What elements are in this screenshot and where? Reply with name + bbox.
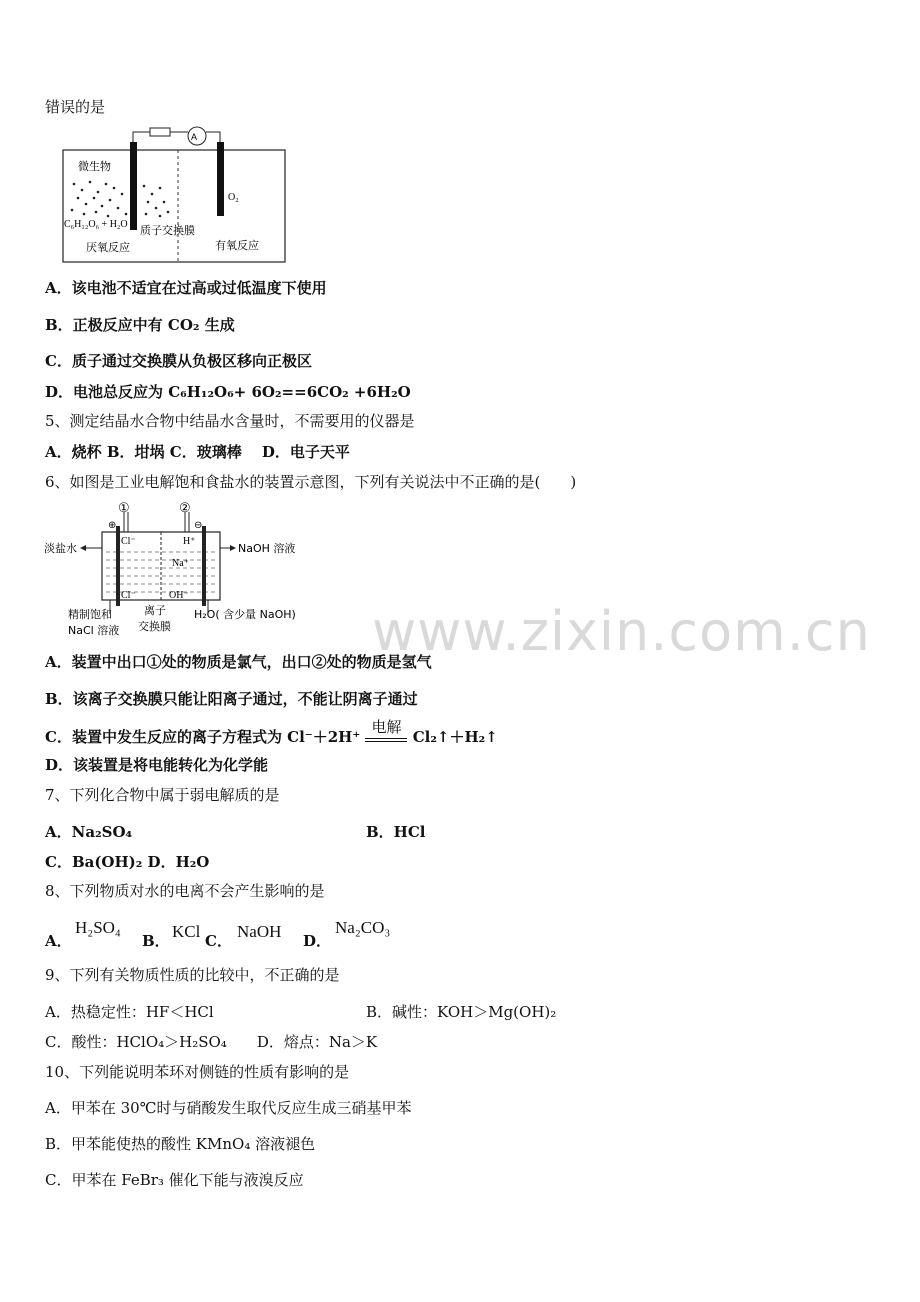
q8-a-formula: H₂SO₄	[75, 918, 121, 937]
anode-sign: ⊕	[108, 520, 117, 531]
q6-c-left: C．装置中发生反应的离子方程式为 Cl⁻＋2H⁺	[45, 728, 361, 746]
q6-option-a: A．装置中出口①处的物质是氯气，出口②处的物质是氢气	[45, 653, 432, 671]
cl-ion-top: Cl⁻	[121, 536, 136, 547]
q9-stem: 9、下列有关物质性质的比较中，不正确的是	[45, 966, 340, 984]
cathode-sign: ⊖	[194, 520, 203, 531]
ammeter-label: A	[191, 132, 198, 142]
q4-option-b: B．正极反应中有 CO₂ 生成	[45, 316, 235, 334]
fuel-cell-diagram	[60, 124, 290, 266]
outlet-2-label: ②	[179, 501, 191, 516]
q8-a-label: A．	[45, 932, 72, 950]
oh-ion-bottom: OH⁻	[169, 590, 189, 601]
q4-option-c: C．质子通过交换膜从负极区移向正极区	[45, 352, 312, 370]
q8-b-label: B．	[142, 932, 170, 950]
q10-option-a: A．甲苯在 30℃时与硝酸发生取代反应生成三硝基甲苯	[45, 1099, 412, 1117]
membrane-label-1: 离子	[144, 604, 166, 617]
q7-option-cd: C．Ba(OH)₂ D．H₂O	[45, 853, 210, 871]
h-ion-top: H⁺	[183, 536, 196, 547]
q10-option-c: C．甲苯在 FeBr₃ 催化下能与液溴反应	[45, 1171, 304, 1189]
o2-label: O₂	[228, 192, 239, 203]
electrolysis-condition: 电解	[371, 718, 402, 736]
aerobic-label: 有氧反应	[215, 239, 259, 252]
q6-option-c	[45, 718, 498, 747]
equation-equals-sign	[365, 738, 407, 742]
q8-b-formula: KCl	[172, 922, 201, 941]
q8-stem: 8、下列物质对水的电离不会产生影响的是	[45, 882, 325, 900]
water-in-label: H₂O( 含少量 NaOH)	[194, 608, 296, 621]
watermark: www.zixin.com.cn	[372, 600, 871, 663]
q9-option-a: A．热稳定性：HF＜HCl	[45, 1003, 214, 1021]
dilute-brine-label: 淡盐水	[44, 542, 77, 555]
na-ion: Na⁺	[172, 558, 189, 569]
cl-ion-bottom: Cl⁻	[121, 590, 136, 601]
q5-stem: 5、测定结晶水合物中结晶水含量时，不需要用的仪器是	[45, 412, 415, 430]
q8-c-label: C．	[205, 932, 232, 950]
q6-option-b: B．该离子交换膜只能让阳离子通过，不能让阴离子通过	[45, 690, 418, 708]
brine-in-label-1: 精制饱和	[68, 608, 112, 621]
q6-stem: 6、如图是工业电解饱和食盐水的装置示意图，下列有关说法中不正确的是( )	[45, 473, 577, 491]
q8-c-formula: NaOH	[237, 922, 282, 941]
q9-option-b: B．碱性：KOH＞Mg(OH)₂	[366, 1003, 557, 1021]
q7-stem: 7、下列化合物中属于弱电解质的是	[45, 786, 280, 804]
q7-option-a: A．Na₂SO₄	[45, 823, 133, 841]
electrolysis-diagram	[44, 500, 304, 640]
membrane-label: 质子交换膜	[140, 224, 195, 237]
outlet-1-label: ①	[118, 501, 130, 516]
q8-d-label: D．	[303, 932, 332, 950]
q8-d-formula: Na₂CO₃	[335, 918, 391, 937]
q4-option-a: A．该电池不适宜在过高或过低温度下使用	[45, 279, 327, 297]
naoh-out-label: NaOH 溶液	[238, 542, 296, 555]
q10-stem: 10、下列能说明苯环对侧链的性质有影响的是	[45, 1063, 350, 1081]
reactants-label: C₆H₁₂O₆ + H₂O	[64, 219, 128, 230]
membrane-label-2: 交换膜	[138, 620, 171, 633]
q5-options: A．烧杯 B．坩埚 C．玻璃棒 D．电子天平	[45, 443, 350, 461]
microbe-label: 微生物	[78, 160, 111, 173]
q10-option-b: B．甲苯能使热的酸性 KMnO₄ 溶液褪色	[45, 1135, 316, 1153]
brine-in-label-2: NaCl 溶液	[68, 624, 120, 637]
q6-c-right: Cl₂↑＋H₂↑	[412, 728, 498, 746]
q4-option-d: D．电池总反应为 C₆H₁₂O₆+ 6O₂==6CO₂ +6H₂O	[45, 383, 411, 401]
intro-text: 错误的是	[45, 98, 106, 116]
q6-option-d: D．该装置是将电能转化为化学能	[45, 756, 269, 774]
anaerobic-label: 厌氧反应	[86, 241, 130, 254]
q7-option-b: B．HCl	[366, 823, 426, 841]
q9-option-cd: C．酸性：HClO₄＞H₂SO₄ D．熔点：Na＞K	[45, 1033, 378, 1051]
